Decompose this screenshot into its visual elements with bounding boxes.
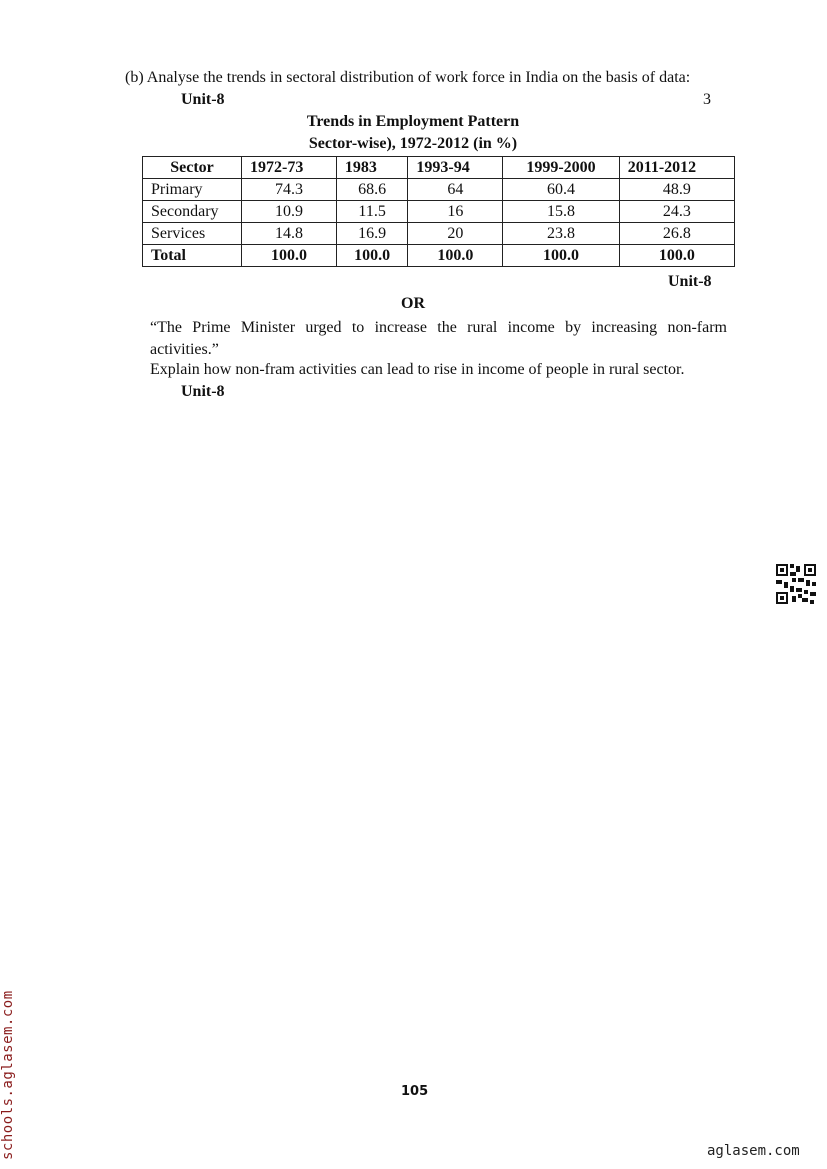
table-row [143,179,735,201]
question-marks: 3 [703,91,711,108]
or-label: OR [401,295,425,312]
cell-value: 100.0 [336,245,408,267]
cell-value: 11.5 [336,201,408,223]
cell-value: 100.0 [503,245,619,267]
table-header-row [143,157,735,179]
cell-value: 16 [408,201,503,223]
alternative-explain: Explain how non-fram activities can lead to rise in income of people in rural sector. [150,361,685,378]
cell-sector: Primary [143,179,242,201]
cell-sector: Total [143,245,242,267]
cell-value: 14.8 [242,223,337,245]
cell-sector: Services [143,223,242,245]
table-unit-label: Unit-8 [668,273,712,290]
qr-code-icon [776,564,816,604]
cell-value: 60.4 [503,179,619,201]
cell-value: 10.9 [242,201,337,223]
cell-value: 100.0 [242,245,337,267]
page-number: 105 [401,1084,429,1099]
cell-value: 100.0 [619,245,734,267]
header-1993-94: 1993-94 [408,157,503,179]
cell-sector: Secondary [143,201,242,223]
table-row [143,201,735,223]
table-title-line2: Sector-wise), 1972-2012 (in %) [308,135,518,152]
cell-value: 74.3 [242,179,337,201]
table-title-line1: Trends in Employment Pattern [306,113,520,130]
header-1999-2000: 1999-2000 [503,157,619,179]
header-2011-2012: 2011-2012 [619,157,734,179]
side-watermark: schools.aglasem.com [0,990,16,1160]
cell-value: 24.3 [619,201,734,223]
cell-value: 20 [408,223,503,245]
question-unit-label: Unit-8 [181,91,225,108]
header-1983: 1983 [336,157,408,179]
cell-value: 26.8 [619,223,734,245]
table-total-row [143,245,735,267]
cell-value: 15.8 [503,201,619,223]
alternative-quote: “The Prime Minister urged to increase the rural income by increasing non-farm activities.” [150,319,727,358]
header-1972-73: 1972-73 [242,157,337,179]
cell-value: 68.6 [336,179,408,201]
header-sector: Sector [143,157,242,179]
cell-value: 23.8 [503,223,619,245]
table-row [143,223,735,245]
question-b-text: (b) Analyse the trends in sectoral distribution of work force in India on the basis of data: [125,69,691,86]
footer-watermark: aglasem.com [707,1143,800,1159]
alternative-unit-label: Unit-8 [181,383,225,400]
cell-value: 100.0 [408,245,503,267]
cell-value: 48.9 [619,179,734,201]
cell-value: 64 [408,179,503,201]
employment-pattern-table [142,156,735,267]
cell-value: 16.9 [336,223,408,245]
